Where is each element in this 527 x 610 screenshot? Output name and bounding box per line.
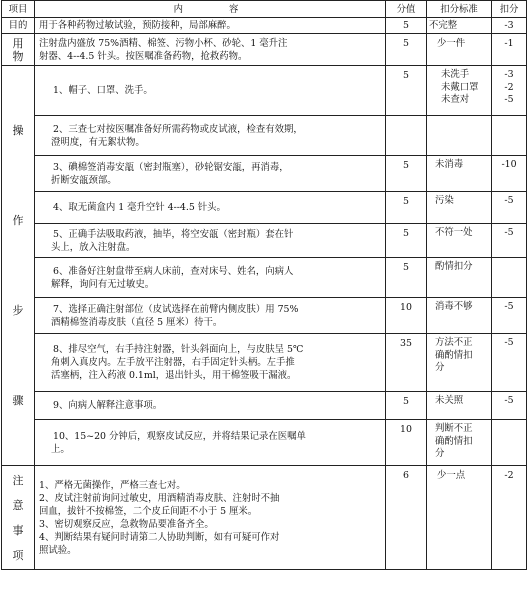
- step-line: 酒精棉签消毒皮肤（直径 5 厘米）待干。: [51, 316, 223, 328]
- step-row: [2, 258, 527, 298]
- deduct-line: -3: [504, 69, 514, 80]
- deduct-line: -10: [501, 159, 517, 170]
- supplies-deduct: -1: [492, 34, 527, 66]
- standard-line: 方法不正: [435, 337, 473, 348]
- step-line: 折断安瓿颈部。: [51, 174, 117, 186]
- standard-line: 确酌情扣: [435, 435, 473, 447]
- step-content: [35, 334, 386, 392]
- supplies-content: [35, 34, 386, 66]
- step-line: 活塞柄，注入药液 0.1ml，退出针头，用干棉签吸干漏液。: [51, 370, 297, 381]
- step-deduct: [492, 66, 527, 116]
- standard-line: 消毒不够: [435, 301, 473, 312]
- step-score: 5: [386, 192, 427, 224]
- step-standard: [427, 66, 492, 116]
- supplies-label: [2, 34, 35, 66]
- steps-label-char: 作: [12, 213, 24, 227]
- standard-line: 分: [435, 362, 445, 373]
- steps-label-char: 骤: [12, 393, 24, 407]
- step-line: 9、向病人解释注意事项。: [53, 400, 163, 411]
- header-row: [2, 1, 527, 18]
- step-deduct: [492, 116, 527, 156]
- step-content: [35, 156, 386, 192]
- step-standard: [427, 258, 492, 298]
- step-row: [2, 66, 527, 116]
- step-line: 8、排尽空气，右手持注射器，针头斜面向上，与皮肤呈 5℃: [53, 344, 304, 355]
- header-deduct: 扣分: [492, 1, 527, 18]
- notes-label-char: 注: [12, 473, 24, 487]
- purpose-row: [2, 18, 527, 34]
- header-standard: 扣分标准: [427, 1, 492, 18]
- step-content: [35, 258, 386, 298]
- notes-line: 3、密切观察反应，急救物品要准备齐全。: [39, 518, 214, 530]
- supplies-label-char: 用: [12, 36, 24, 50]
- step-standard: [427, 116, 492, 156]
- step-line: 10、15~20 分钟后，观察皮试反应，并将结果记录在医嘱单: [53, 430, 306, 442]
- step-line: 1、帽子、口罩、洗手。: [53, 85, 153, 96]
- step-row: [2, 420, 527, 466]
- header-content: 内容: [35, 1, 386, 18]
- step-line: 上。: [51, 443, 70, 455]
- standard-line: 不符一处: [435, 227, 473, 238]
- deduct-line: -5: [504, 227, 514, 238]
- step-row: [2, 156, 527, 192]
- standard-line: 未关照: [435, 395, 464, 406]
- notes-line: 2、皮试注射前询问过敏史，用酒精消毒皮肤、注射时不抽: [39, 492, 280, 504]
- step-line: 解释，询问有无过敏史。: [51, 278, 155, 290]
- step-score: 10: [386, 298, 427, 334]
- step-score: 5: [386, 258, 427, 298]
- deduct-line: -5: [504, 301, 514, 312]
- step-line: 6、准备好注射盘带至病人床前，查对床号、姓名，向病人: [53, 265, 294, 277]
- standard-line: 未戴口罩: [441, 81, 479, 93]
- step-content: [35, 420, 386, 466]
- purpose-content: 用于各种药物过敏试验，预防接种，局部麻醉。: [35, 18, 386, 34]
- step-standard: [427, 392, 492, 420]
- notes-content: [35, 466, 386, 570]
- step-standard: [427, 334, 492, 392]
- standard-line: 判断不正: [435, 423, 473, 434]
- step-line: 7、选择正确注射部位（皮试选择在前臂内侧皮肤）用 75%: [53, 303, 299, 315]
- notes-line: 4、判断结果有疑问时请第二人协助判断，如有可疑可作对: [39, 531, 280, 543]
- steps-label-char: 步: [12, 303, 24, 317]
- supplies-label-char: 物: [12, 49, 24, 63]
- step-row: [2, 224, 527, 258]
- standard-line: 确酌情扣: [435, 349, 473, 361]
- deduct-line: -5: [504, 195, 514, 206]
- step-score: 35: [386, 334, 427, 392]
- step-line: 4、取无菌盒内 1 毫升空针 4--4.5 针头。: [53, 202, 226, 213]
- deduct-line: -5: [504, 337, 514, 348]
- scoring-table: [1, 0, 527, 570]
- notes-row: [2, 466, 527, 570]
- notes-score: 6: [386, 466, 427, 570]
- step-row: [2, 392, 527, 420]
- notes-line: 回血，拔针不按棉签，二个皮丘间距不小于 5 厘米。: [39, 505, 258, 517]
- step-row: [2, 298, 527, 334]
- step-score: 5: [386, 224, 427, 258]
- step-line: 5、正确手法吸取药液，抽毕，将空安瓿（密封瓶）套在针: [53, 228, 294, 240]
- step-content: [35, 392, 386, 420]
- step-deduct: [492, 258, 527, 298]
- supplies-row: [2, 34, 527, 66]
- supplies-score: 5: [386, 34, 427, 66]
- step-score: 5: [386, 66, 427, 116]
- step-deduct: [492, 298, 527, 334]
- notes-label-char: 意: [12, 498, 24, 512]
- step-standard: [427, 224, 492, 258]
- notes-line: 1、严格无菌操作，严格三查七对。: [39, 479, 186, 491]
- step-standard: [427, 156, 492, 192]
- standard-line: 分: [435, 448, 445, 459]
- step-deduct: [492, 334, 527, 392]
- step-content: [35, 298, 386, 334]
- supplies-line: 注射盘内盛放 75%酒精、棉签、污物小杯、砂轮、1 毫升注: [39, 37, 288, 49]
- step-content: [35, 116, 386, 156]
- step-score: 5: [386, 392, 427, 420]
- purpose-score: 5: [386, 18, 427, 34]
- step-standard: [427, 420, 492, 466]
- step-score: 10: [386, 420, 427, 466]
- steps-label-char: 操: [12, 123, 24, 137]
- header-item: 项目: [2, 1, 35, 18]
- standard-line: 未消毒: [435, 159, 464, 170]
- step-deduct: [492, 156, 527, 192]
- step-content: [35, 66, 386, 116]
- purpose-deduct: -3: [492, 18, 527, 34]
- step-line: 角刺入真皮内。左手放平注射器，右手固定针头柄。左手推: [51, 357, 295, 368]
- step-row: [2, 334, 527, 392]
- step-score: [386, 116, 427, 156]
- purpose-standard: 不完整: [427, 18, 492, 34]
- standard-line: 污染: [435, 195, 454, 206]
- notes-label-char: 项: [12, 548, 24, 562]
- step-deduct: [492, 392, 527, 420]
- notes-line: 照试验。: [39, 544, 77, 556]
- deduct-line: -5: [504, 94, 514, 105]
- standard-line: 未洗手: [441, 69, 470, 80]
- step-content: [35, 192, 386, 224]
- supplies-standard: 少一件: [427, 34, 492, 66]
- notes-standard: 少一点: [427, 466, 492, 570]
- notes-deduct: -2: [492, 466, 527, 570]
- header-score: 分值: [386, 1, 427, 18]
- step-deduct: [492, 224, 527, 258]
- supplies-line: 射器、4--4.5 针头。按医嘱准备药物，抢救药物。: [39, 50, 248, 62]
- step-line: 澄明度，有无絮状物。: [51, 136, 145, 148]
- step-row: [2, 116, 527, 156]
- steps-label: [2, 66, 35, 466]
- step-standard: [427, 298, 492, 334]
- step-row: [2, 192, 527, 224]
- steps-section: [2, 66, 527, 466]
- deduct-line: -2: [504, 81, 514, 93]
- step-deduct: [492, 192, 527, 224]
- step-deduct: [492, 420, 527, 466]
- step-line: 头上，放入注射盘。: [51, 241, 136, 253]
- step-standard: [427, 192, 492, 224]
- standard-line: 酌情扣分: [435, 261, 473, 272]
- standard-line: 未查对: [441, 94, 470, 105]
- step-content: [35, 224, 386, 258]
- purpose-label: 目的: [2, 18, 35, 34]
- step-line: 2、三查七对按医嘱准备好所需药物或皮试液，检查有效期，: [53, 123, 303, 135]
- step-line: 3、碘棉签消毒安瓿（密封瓶塞），砂轮锯安瓿，再消毒，: [53, 161, 289, 173]
- notes-label-char: 事: [12, 523, 24, 537]
- deduct-line: -5: [504, 395, 514, 406]
- step-score: 5: [386, 156, 427, 192]
- notes-label: [2, 466, 35, 570]
